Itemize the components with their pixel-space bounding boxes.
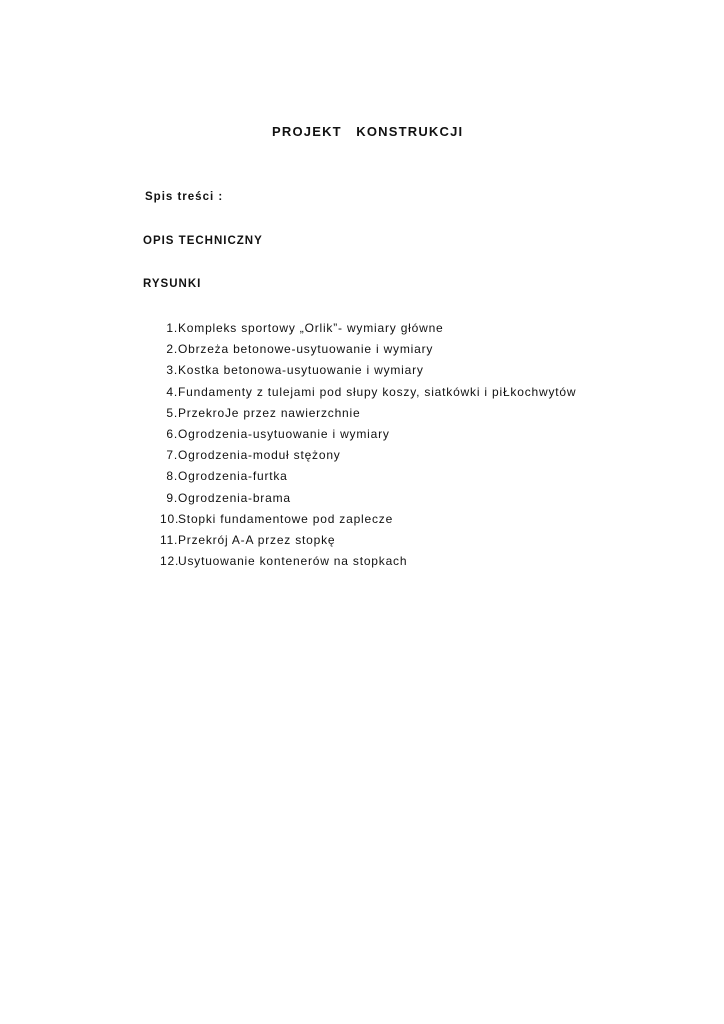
drawing-item (160, 427, 576, 448)
drawing-item (160, 554, 576, 575)
drawing-title: Usytuowanie kontenerów na stopkach (178, 554, 408, 569)
drawing-item (160, 363, 576, 384)
drawing-number: 6. (166, 426, 178, 441)
drawing-title: Kompleks sportowy „Orlik”- wymiary główne (178, 321, 444, 335)
drawing-item (160, 406, 576, 427)
drawing-number: 8. (166, 469, 178, 484)
drawing-title: Ogrodzenia-furtka (178, 469, 288, 484)
drawing-item (160, 321, 576, 342)
toc-heading: Spis treści : (145, 191, 224, 203)
drawing-item (160, 342, 576, 363)
drawing-title: Ogrodzenia-usytuowanie i wymiary (178, 426, 390, 441)
drawing-number: 2. (166, 342, 178, 357)
drawing-number: 1. (166, 321, 178, 335)
section-drawings: RYSUNKI (143, 278, 202, 290)
drawings-list (160, 321, 576, 575)
drawing-item (160, 448, 576, 469)
section-technical-description: OPIS TECHNICZNY (143, 235, 263, 247)
drawing-number: 3. (166, 363, 178, 378)
drawing-title: Ogrodzenia-moduł stężony (178, 448, 341, 463)
drawing-title: PrzekroJe przez nawierzchnie (178, 405, 361, 420)
drawing-number: 9. (166, 490, 178, 505)
drawing-item (160, 491, 576, 512)
drawing-title: Stopki fundamentowe pod zaplecze (178, 511, 394, 526)
drawing-title: Obrzeża betonowe-usytuowanie i wymiary (178, 342, 434, 357)
drawing-title: Ogrodzenia-brama (178, 490, 291, 505)
drawing-item (160, 533, 576, 554)
drawing-number: 10. (160, 511, 180, 526)
drawing-item (160, 469, 576, 490)
drawing-item (160, 385, 576, 406)
drawing-item (160, 512, 576, 533)
drawing-title: Przekrój A-A przez stopkę (178, 532, 336, 547)
drawing-number: 5. (166, 405, 178, 420)
drawing-title: Fundamenty z tulejami pod słupy koszy, siatkówki i piŁkochwytów (178, 384, 577, 399)
drawing-number: 4. (166, 384, 178, 399)
drawing-title: Kostka betonowa-usytuowanie i wymiary (178, 363, 424, 378)
drawing-number: 7. (166, 448, 178, 463)
drawing-number: 12. (160, 554, 180, 569)
document-title: PROJEKT KONSTRUKCJI (272, 124, 464, 139)
drawing-number: 11. (160, 532, 179, 547)
